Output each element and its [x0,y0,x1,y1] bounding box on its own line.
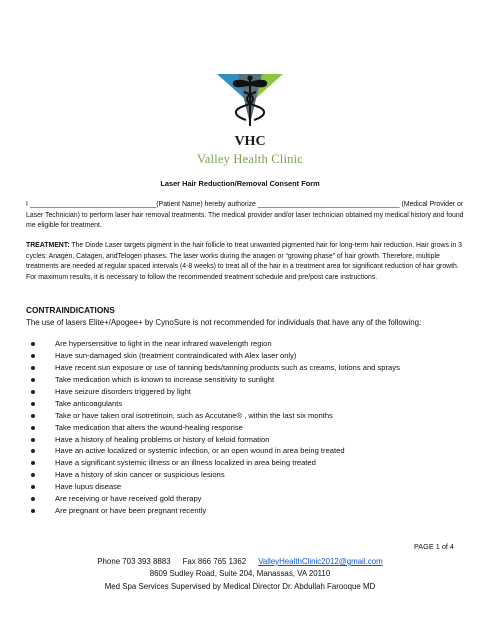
bullet-icon [31,485,35,489]
bullet-icon [31,438,35,442]
logo-clinic-name: Valley Health Clinic [196,152,304,166]
list-item: Have seizure disorders triggered by light [26,386,466,398]
contraindications-intro: The use of lasers Elite+/Apogee+ by CynoSure is not recommended for individuals that have any of the following: [26,318,422,327]
contraindications-list [26,338,466,517]
bullet-icon [31,473,35,477]
footer-phone: Phone 703 393 8883 [97,557,171,566]
treatment-paragraph [26,241,464,283]
list-item: Have sun-damaged skin (treatment contraindicated with Alex laser only) [26,350,466,362]
list-item: Have a significant systemic illness or an illness localized in area being treated [26,457,466,469]
bullet-icon [31,390,35,394]
footer-email-link[interactable]: ValleyHealthClinic2012@gmail.com [258,557,383,566]
list-item: Are hypersensitive to light in the near infrared wavelength region [26,338,466,350]
patient-name-blank: I _________________________________ [26,201,157,208]
bullet-icon [31,366,35,370]
list-item: Have an active localized or systemic infection, or an open wound in area being treated [26,445,466,457]
list-item: Are receiving or have received gold therapy [26,493,466,505]
contraindications-heading: CONTRAINDICATIONS [26,305,115,315]
bullet-icon [31,378,35,382]
bullet-icon [31,461,35,465]
list-item: Take anticoagulants [26,398,466,410]
bullet-icon [31,342,35,346]
bullet-icon [31,414,35,418]
list-item: Have recent sun exposure or use of tanning beds/tanning products such as creams, lotions and sprays [26,362,466,374]
footer-contact [0,557,480,566]
list-item: Are pregnant or have been pregnant recently [26,505,466,517]
footer-supervision: Med Spa Services Supervised by Medical Director Dr. Abdullah Farooque MD [104,582,376,591]
page-number: PAGE 1 of 4 [413,542,454,551]
bullet-icon [31,426,35,430]
clinic-logo [190,62,310,170]
list-item: Have lupus disease [26,481,466,493]
bullet-icon [31,497,35,501]
list-item: Have a history of healing problems or history of keloid formation [26,434,466,446]
list-item: Take medication that alters the wound-healing response [26,422,466,434]
consent-text-2: (Medical Provider or Laser Technician) to perform laser hair removal treatments. The medical provider and/or laser technician obtained my medical history and found me eligible for treatment. [26,201,464,229]
footer-address: 8609 Sudley Road, Suite 204, Manassas, VA 20110 [149,569,331,578]
form-title: Laser Hair Reduction/Removal Consent Form [160,179,320,188]
footer-fax: Fax 866 765 1362 [182,557,247,566]
provider-name-blank: _____________________________________ [257,201,400,208]
treatment-text: The Diode Laser targets pigment in the hair follicle to treat unwanted pigmented hair for long-term hair reduction. Hair grows in 3 cycles: Anagen, Catagen, andTelogen phases. The laser works during the anagen or “growing phase” of hair growth. Therefore, multiple treatments are needed at regular spaced intervals (4-8 weeks) to treat all of the hair in a treatment area for significant reduction of hair growth. For maximum results, it is necessary to follow the recommended treatment schedule and pre/post care instructions. [26,242,462,281]
consent-paragraph [26,200,464,232]
list-item: Take or have taken oral isotretinoin, such as Accutane® , within the last six months [26,410,466,422]
consent-text-1: (Patient Name) hereby authorize [156,201,256,208]
logo-abbreviation: VHC [234,134,266,149]
list-item: Take medication which is known to increase sensitivity to sunlight [26,374,466,386]
caduceus-icon [190,62,310,134]
bullet-icon [31,354,35,358]
bullet-icon [31,509,35,513]
treatment-label: TREATMENT: [26,242,70,249]
bullet-icon [31,402,35,406]
bullet-icon [31,449,35,453]
list-item: Have a history of skin cancer or suspicious lesions [26,469,466,481]
